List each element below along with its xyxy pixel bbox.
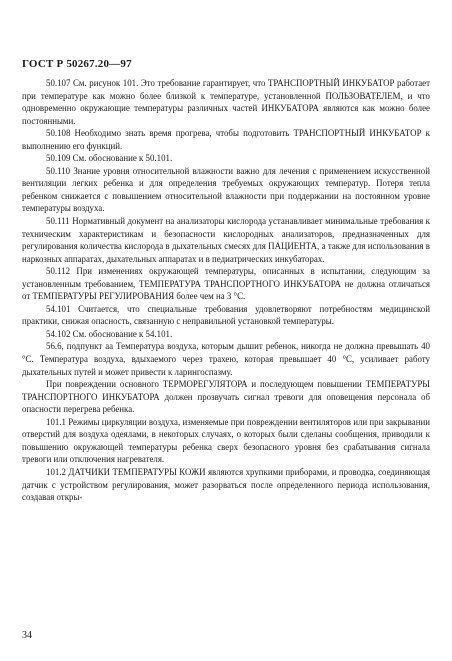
paragraph-50-109: 50.109 См. обоснование к 50.101. xyxy=(46,153,173,164)
paragraph-101-2: 101.2 ДАТЧИКИ ТЕМПЕРАТУРЫ КОЖИ являются хрупкими приборами, и проводка, соединяющая датчик с устройством регулирования, может разорваться после определенного периода использования, создавая откры- xyxy=(22,466,430,503)
paragraph-56-6: 56.6, подпункт аа Температура воздуха, которым дышит ребенок, никогда не должна превышать 40 °С. Температура воздуха, вдыхаемого через трахею, которая превышает 40 °С, усиливает работу дыхательных путей и может привести к ларингоспазму. xyxy=(22,341,430,377)
paragraph-54-102: 54.102 См. обоснование к 54.101. xyxy=(46,328,173,339)
paragraph-50-107: 50.107 См. рисунок 101. Это требование гарантирует, что ТРАНСПОРТНЫЙ ИНКУБАТОР работает при температуре как можно более близкой к температуре, установленной ПОЛЬЗОВАТЕЛЕМ, и что одновременно окружающие температуры различных частей ИНКУБАТОРА являются как можно более постоянными. xyxy=(22,78,430,126)
paragraph-thermoregulator: При повреждении основного ТЕРМОРЕГУЛЯТОРА и последующем повышении ТЕМПЕРАТУРЫ ТРАНСПОРТНОГО ИНКУБАТОРА должен прозвучать сигнал тревоги для оповещения персонала об опасности перегрева ребенка. xyxy=(22,379,430,415)
page-number: 34 xyxy=(22,630,32,641)
document-body xyxy=(22,77,430,504)
paragraph-50-111: 50.111 Нормативный документ на анализаторы кислорода устанавливает минимальные требования к техническим характеристикам и безопасности кислородных анализаторов, предназначенных для регулирования количества кислорода в дыхательных смесях для ПАЦИЕНТА, а также для использования в наркозных аппаратах, дыхательных аппаратах и в педиатрических инкубаторах. xyxy=(22,216,430,264)
paragraph-54-101: 54.101 Считается, что специальные требования удовлетворяют потребностям медицинской практики, снижая опасность, связанную с неправильной установкой температуры. xyxy=(22,303,430,327)
paragraph-50-110: 50.110 Знание уровня относительной влажности важно для лечения с применением искусственной вентиляции легких ребенка и для определения требуемых окружающих температур. Потеря тепла ребенком снижается с повышением относительной влажности при поддержании на постоянном уровне температуры воздуха. xyxy=(22,165,430,214)
document-header: ГОСТ Р 50267.20—97 xyxy=(22,58,132,70)
paragraph-50-112: 50.112 При изменениях окружающей температуры, описанных в испытании, следующим за установленным требованием, ТЕМПЕРАТУРА ТРАНСПОРТНОГО ИНКУБАТОРА не должна отличаться от ТЕМПЕРАТУРЫ РЕГУЛИРОВАНИЯ более чем на 3 °С. xyxy=(22,266,430,302)
paragraph-101-1: 101.1 Режимы циркуляции воздуха, изменяемые при повреждении вентиляторов или при закрывании отверстий для воздуха одеялами, в некоторых случаях, о которых были сделаны сообщения, приводили к повышению окружающей температуры ребенка сверх безопасного уровня без срабатывания сигнала тревоги или отключения нагревателя. xyxy=(22,416,430,465)
paragraph-50-108: 50.108 Необходимо знать время прогрева, чтобы подготовить ТРАНСПОРТНЫЙ ИНКУБАТОР к выполнению его функций. xyxy=(22,128,430,151)
